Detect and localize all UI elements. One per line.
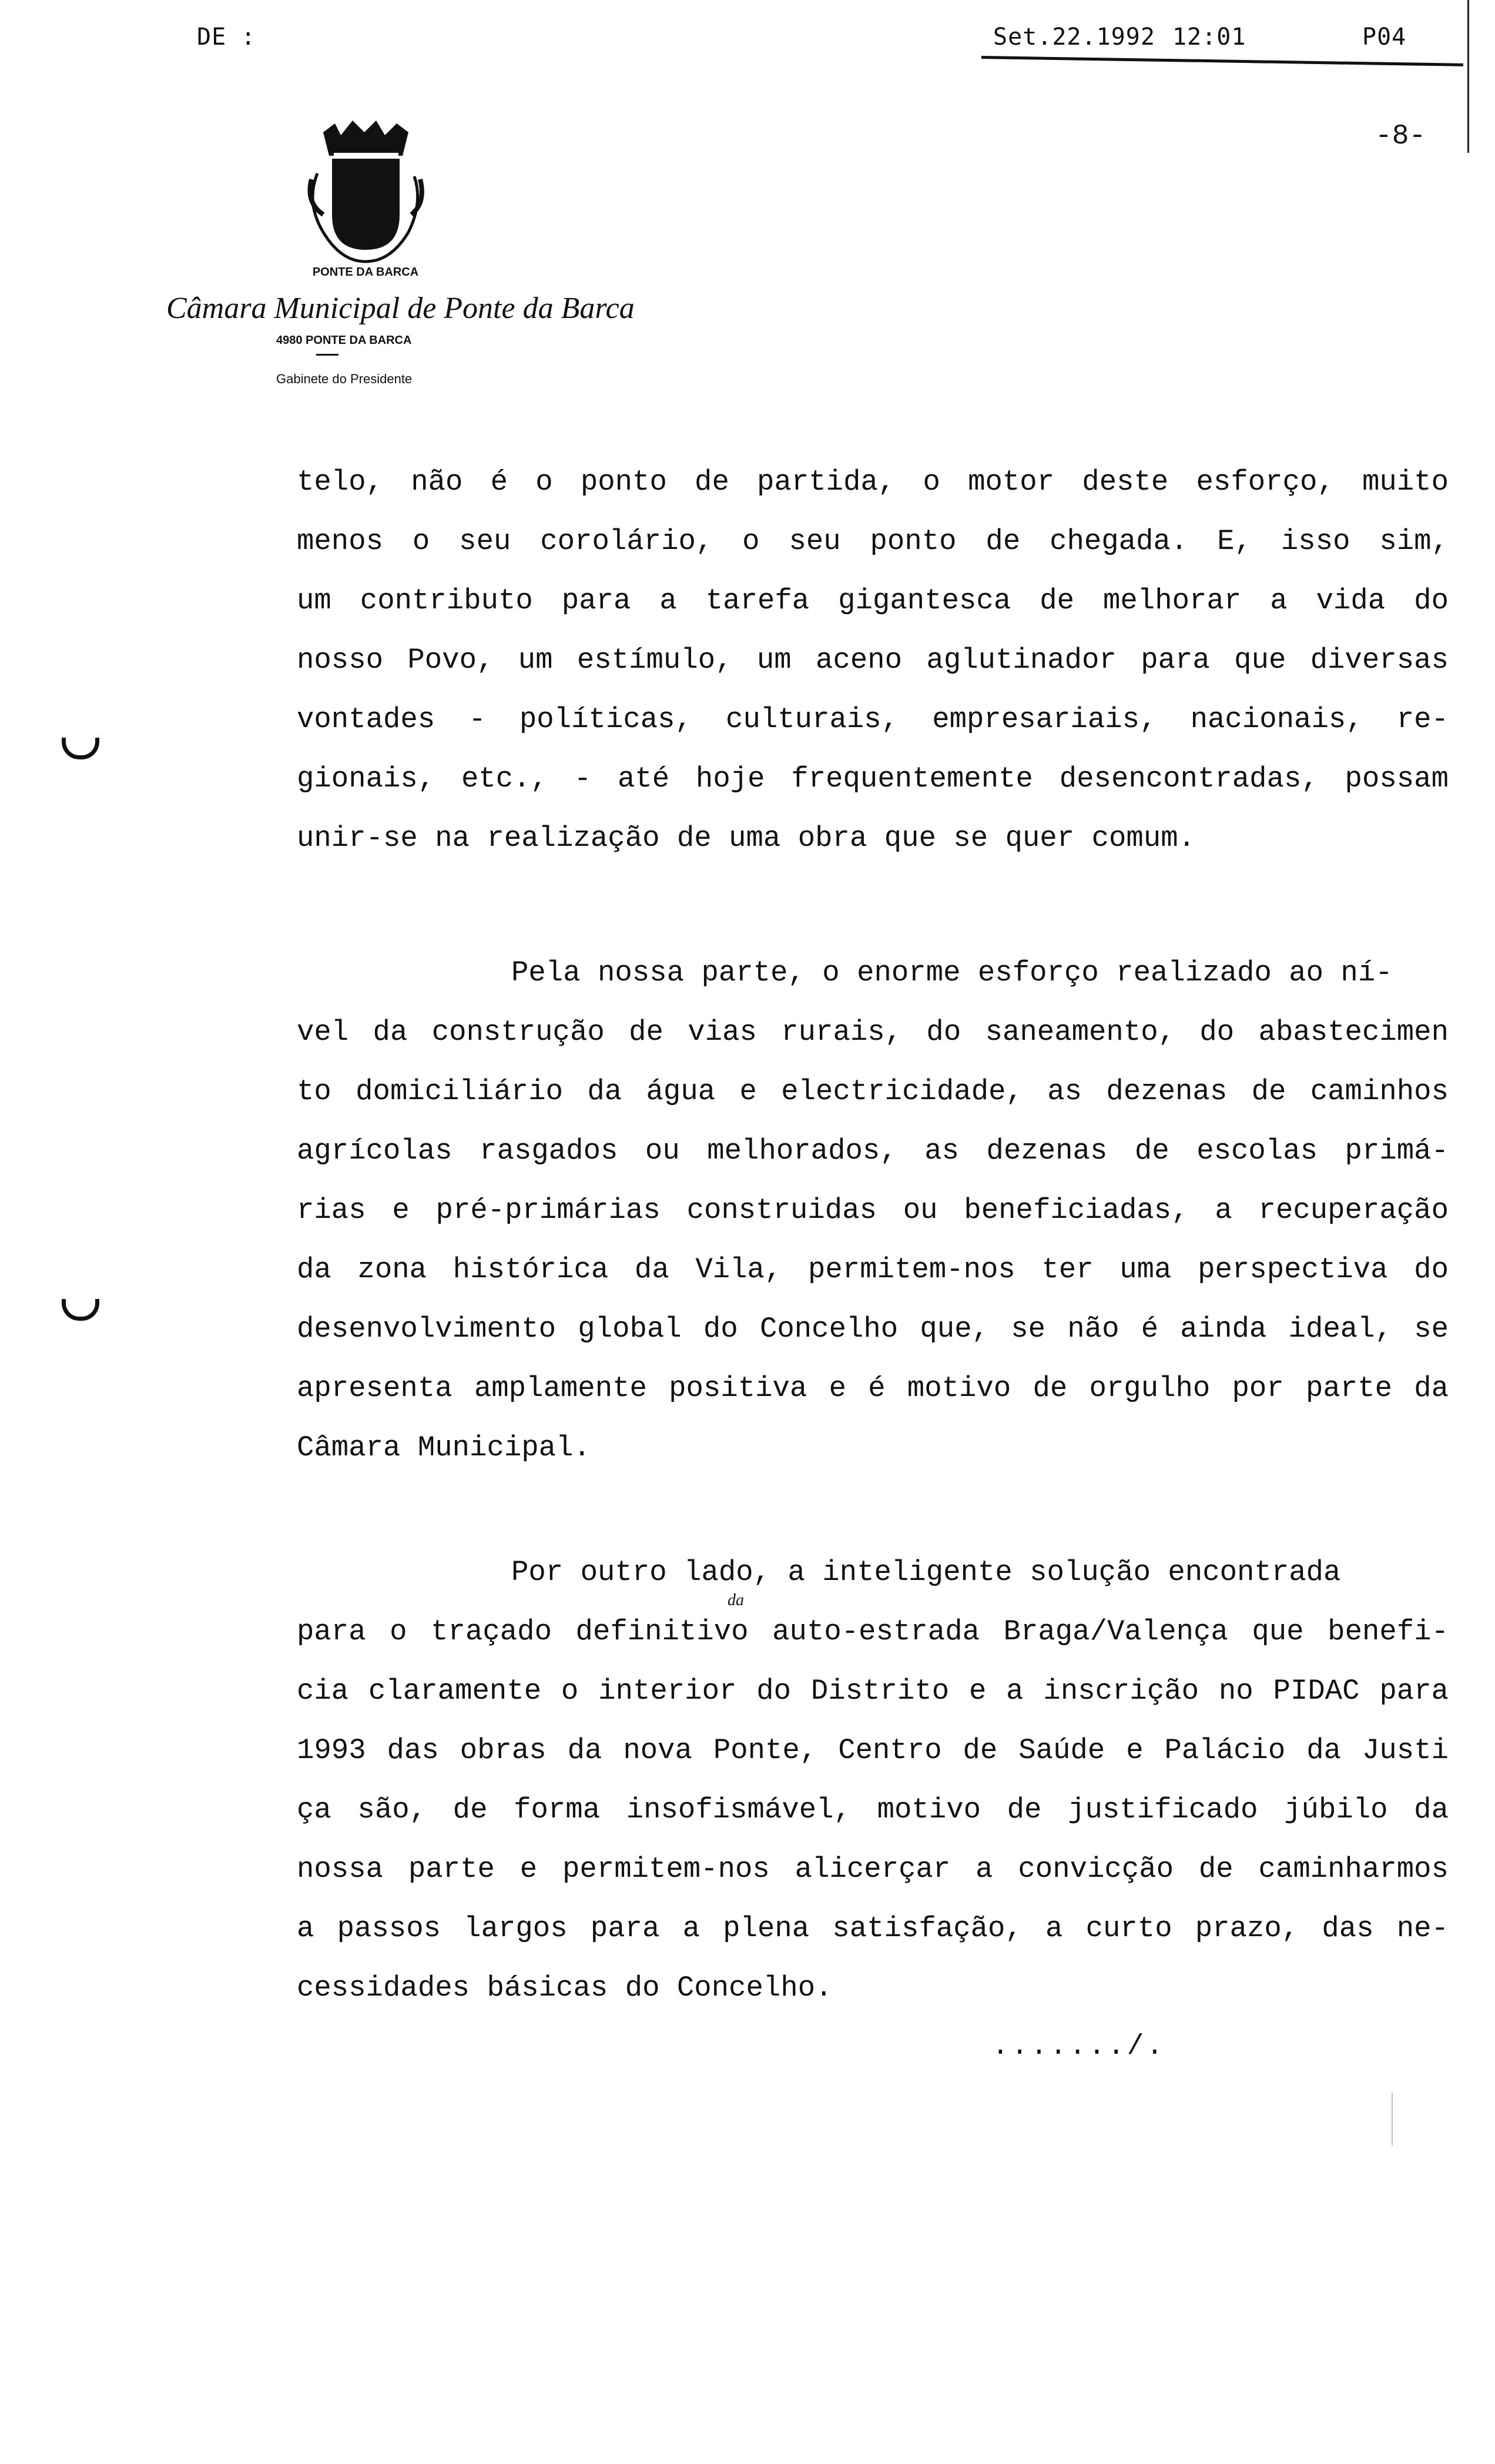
text-line: Câmara Municipal.: [297, 1431, 591, 1464]
text-line: telo, não é o ponto de partida, o motor deste esforço, muito: [297, 466, 1449, 498]
text-line: menos o seu corolário, o seu ponto de chegada. E, isso sim,: [297, 525, 1449, 558]
fax-date: Set.22.1992: [993, 24, 1155, 51]
body-paragraph-1: [297, 464, 1449, 880]
text-line: nossa parte e permitem-nos alicerçar a convicção de caminharmos: [297, 1853, 1449, 1886]
fax-header-rule: [981, 56, 1463, 66]
text-line: Pela nossa parte, o enorme esforço realizado ao ní-: [511, 956, 1393, 989]
text-line: rias e pré-primárias construidas ou beneficiadas, a recuperação: [297, 1194, 1449, 1227]
text-line: agrícolas rasgados ou melhorados, as dezenas de escolas primá-: [297, 1134, 1449, 1167]
text-line: vontades - políticas, culturais, empresariais, nacionais, re-: [297, 703, 1449, 736]
text-line: vel da construção de vias rurais, do saneamento, do abastecimen: [297, 1016, 1449, 1049]
text-line: a passos largos para a plena satisfação, a curto prazo, das ne-: [297, 1912, 1449, 1945]
coat-of-arms-seal: [282, 120, 458, 279]
text-line: 1993 das obras da nova Ponte, Centro de Saúde e Palácio da Justi: [297, 1734, 1449, 1767]
margin-mark: [1392, 2093, 1393, 2145]
body-paragraph-2: [297, 955, 1449, 1489]
continuation-mark: ......./.: [992, 2031, 1166, 2063]
fax-page: P04: [1362, 24, 1407, 51]
letterhead-divider: [316, 354, 338, 356]
text-line: Por outro lado, a inteligente solução encontrada: [511, 1556, 1341, 1589]
text-line: cia claramente o interior do Distrito e a inscrição no PIDAC para: [297, 1675, 1449, 1708]
text-line: para o traçado definitivo auto-estrada Braga/Valença que benefi-: [297, 1615, 1449, 1648]
text-line: nosso Povo, um estímulo, um aceno aglutinador para que diversas: [297, 644, 1449, 677]
text-line: cessidades básicas do Concelho.: [297, 1971, 833, 2004]
fax-time: 12:01: [1172, 24, 1246, 51]
punch-hole-mark: [62, 738, 99, 759]
seal-text: PONTE DA BARCA: [312, 266, 419, 279]
text-line: apresenta amplamente positiva e é motivo de orgulho por parte da: [297, 1372, 1449, 1405]
body-paragraph-3: [297, 1555, 1449, 2030]
text-line: desenvolvimento global do Concelho que, se não é ainda ideal, se: [297, 1313, 1449, 1345]
text-line: unir-se na realização de uma obra que se quer comum.: [297, 822, 1196, 855]
text-line: to domiciliário da água e electricidade, as dezenas de caminhos: [297, 1075, 1449, 1108]
handwritten-insertion: da: [728, 1591, 744, 1609]
text-line: ça são, de forma insofismável, motivo de justificado júbilo da: [297, 1793, 1449, 1826]
fax-from-label: DE :: [197, 24, 256, 51]
text-line: da zona histórica da Vila, permitem-nos ter uma perspectiva do: [297, 1253, 1449, 1286]
organization-address: 4980 PONTE DA BARCA: [276, 334, 412, 347]
text-line: gionais, etc., - até hoje frequentemente desencontradas, possam: [297, 762, 1449, 795]
organization-name: Câmara Municipal de Ponte da Barca: [166, 292, 635, 325]
organization-office: Gabinete do Presidente: [276, 371, 413, 386]
page-edge: [1467, 0, 1469, 153]
punch-hole-mark: [62, 1299, 99, 1321]
page-number: -8-: [1375, 120, 1426, 152]
text-line: um contributo para a tarefa gigantesca de melhorar a vida do: [297, 584, 1449, 617]
